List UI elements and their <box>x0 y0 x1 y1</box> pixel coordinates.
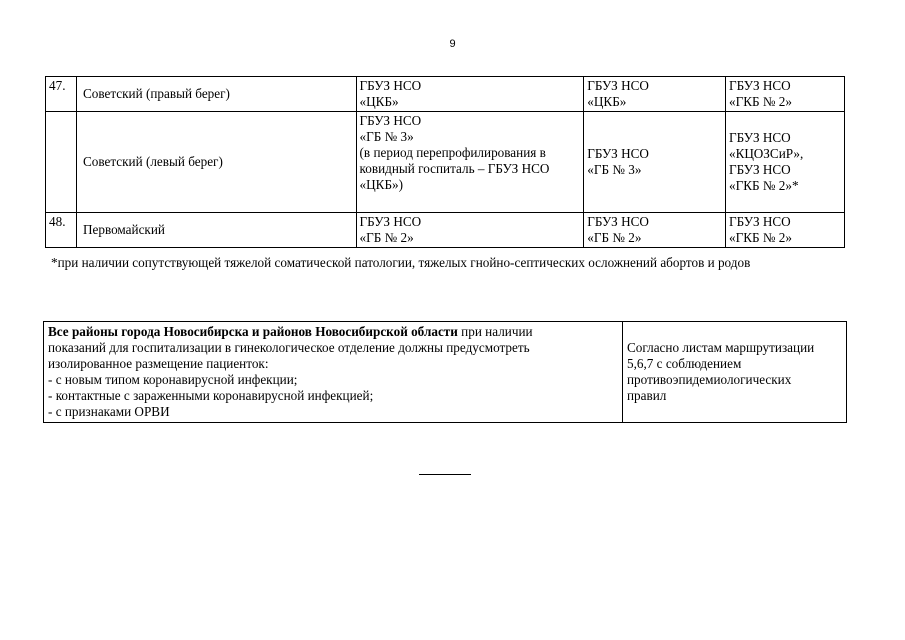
hospital-cell <box>356 112 584 213</box>
hospital-cell <box>356 213 584 248</box>
hospital-cell <box>584 112 726 213</box>
hospital-cell <box>584 77 726 112</box>
cell-line: «ГБ № 2» <box>359 230 414 245</box>
page-number: 9 <box>449 38 456 50</box>
district-name: Советский (левый берег) <box>76 112 356 213</box>
cell-line: «ГКБ № 2»* <box>729 178 799 193</box>
row-number <box>46 112 77 213</box>
cell-line: ГБУЗ НСО <box>587 214 649 229</box>
cell-line: «ЦКБ» <box>359 94 399 109</box>
hospital-cell <box>584 213 726 248</box>
cell-line: показаний для госпитализации в гинекологическое отделение должны предусмотреть <box>48 340 530 355</box>
cell-line: правил <box>627 388 667 403</box>
conditions-cell <box>44 322 623 423</box>
cell-line: ГБУЗ НСО <box>729 130 791 145</box>
footnote: *при наличии сопутствующей тяжелой соматической патологии, тяжелых гнойно-септических осложнений абортов и родов <box>51 255 751 270</box>
table-row <box>46 213 845 248</box>
table-row <box>44 322 847 423</box>
end-divider <box>419 474 471 475</box>
routing-table <box>45 76 845 248</box>
all-districts-heading: Все районы города Новосибирска и районов Новосибирской области <box>48 324 458 339</box>
hospital-cell <box>726 77 845 112</box>
cell-line: ГБУЗ НСО <box>729 214 791 229</box>
hospital-cell <box>726 112 845 213</box>
cell-line: 5,6,7 с соблюдением <box>627 356 742 371</box>
district-name: Первомайский <box>76 213 356 248</box>
table-row <box>46 112 845 213</box>
cell-line: «ГБ № 3» <box>359 129 414 144</box>
cell-line: ГБУЗ НСО <box>359 113 422 128</box>
cell-line: изолированное размещение пациенток: <box>48 356 269 371</box>
table-row <box>46 77 845 112</box>
cell-line: противоэпидемиологических <box>627 372 792 387</box>
cell-line: Согласно листам маршрутизации <box>627 340 815 355</box>
hospital-cell <box>726 213 845 248</box>
cell-line: «КЦОЗСиР», <box>729 146 804 161</box>
cell-line: ГБУЗ НСО <box>587 78 649 93</box>
cell-line: «ГКБ № 2» <box>729 94 792 109</box>
cell-line: ГБУЗ НСО <box>587 146 649 161</box>
cell-line: - с новым типом коронавирусной инфекции; <box>48 372 298 387</box>
covid-routing-table <box>43 321 847 423</box>
cell-line: (в период перепрофилирования в <box>359 145 546 160</box>
conditions-lead: при наличии <box>457 324 533 339</box>
conditions-first-line <box>48 324 618 340</box>
cell-line: ГБУЗ НСО <box>729 162 791 177</box>
cell-line: «ЦКБ») <box>359 177 404 192</box>
hospital-cell <box>356 77 584 112</box>
cell-line: ГБУЗ НСО <box>359 214 422 229</box>
cell-line: ковидный госпиталь – ГБУЗ НСО <box>359 161 550 176</box>
cell-line: «ГКБ № 2» <box>729 230 792 245</box>
cell-line: «ГБ № 3» <box>587 162 642 177</box>
cell-line: ГБУЗ НСО <box>729 78 791 93</box>
district-name: Советский (правый берег) <box>76 77 356 112</box>
cell-line: «ГБ № 2» <box>587 230 642 245</box>
cell-line: ГБУЗ НСО <box>359 78 422 93</box>
cell-line: - контактные с зараженными коронавирусной инфекцией; <box>48 388 374 403</box>
row-number: 48. <box>46 213 77 248</box>
routing-note-cell <box>623 322 847 423</box>
cell-line: «ЦКБ» <box>587 94 627 109</box>
row-number: 47. <box>46 77 77 112</box>
cell-line: - с признаками ОРВИ <box>48 404 170 419</box>
